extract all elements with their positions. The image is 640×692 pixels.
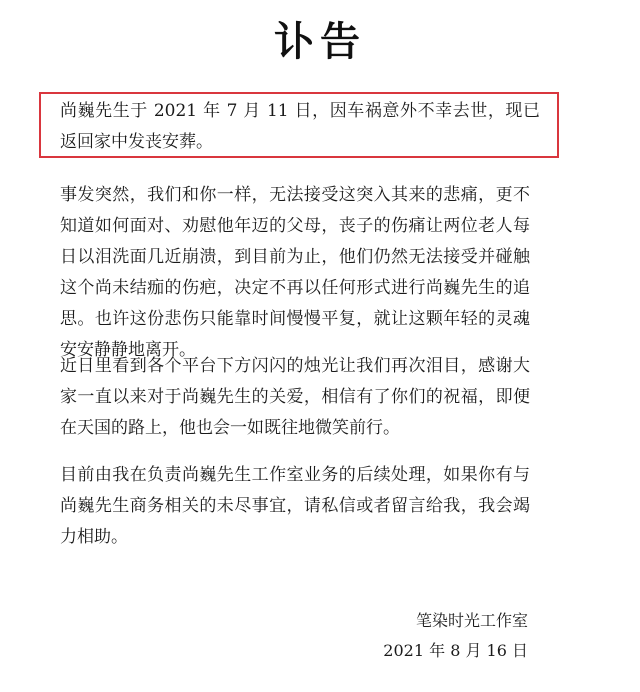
notice-title: 讣告 <box>274 19 366 65</box>
body-paragraph: 近日里看到各个平台下方闪闪的烛光让我们再次泪目，感谢大家一直以来对于尚巍先生的关爱，相信有了你们的祝福，即便在天国的路上，他也会一如既往地微笑前行。 <box>60 356 530 438</box>
signature-date: 2021 年 8 月 16 日 <box>383 641 528 660</box>
highlighted-paragraph: 尚巍先生于 2021 年 7 月 11 日，因车祸意外不幸去世，现已返回家中发丧安葬。 <box>60 101 540 152</box>
signature-organization: 笔染时光工作室 <box>415 611 528 630</box>
signature-block <box>383 606 528 666</box>
body-paragraph: 事发突然，我们和你一样，无法接受这突入其来的悲痛，更不知道如何面对、劝慰他年迈的父母，丧子的伤痛让两位老人每日以泪洗面几近崩溃，到目前为止，他们仍然无法接受并碰触这个尚未结痂的伤疤，决定不再以任何形式进行尚巍先生的追思。也许这份悲伤只能靠时间慢慢平复，就让这颗年轻的灵魂安安静静地离开。 <box>60 185 530 360</box>
body-paragraph: 目前由我在负责尚巍先生工作室业务的后续处理，如果你有与尚巍先生商务相关的未尽事宜，请私信或者留言给我，我会竭力相助。 <box>60 465 530 547</box>
